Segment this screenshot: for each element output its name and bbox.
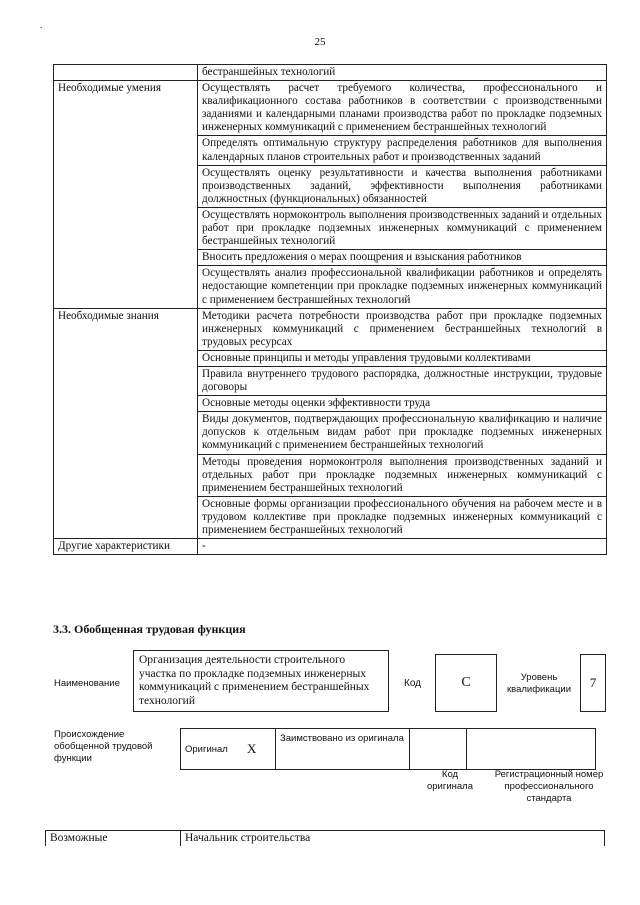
- page-number: 25: [314, 36, 326, 48]
- section-title: 3.3. Обобщенная трудовая функция: [53, 622, 246, 636]
- code-label: Код: [404, 678, 422, 689]
- original-label: Оригинал: [181, 729, 244, 770]
- reg-number-label: Регистрационный номер профессионального стандарта: [494, 769, 604, 804]
- reg-number-cell: [467, 729, 596, 770]
- qualification-level-box: 7: [580, 654, 606, 712]
- positions-value: Начальник строительства: [181, 831, 605, 847]
- row-text: Осуществлять анализ профессиональной квалификации работников и определять недостающие компетенции при прокладке подземных инженерных коммуникаций с применением бестраншейных технологий: [198, 266, 607, 308]
- origin-table: [180, 728, 596, 770]
- row-text: Осуществлять нормоконтроль выполнения производственных заданий и отдельных работ при прокладке подземных инженерных коммуникаций с применением бестраншейных технологий: [198, 207, 607, 249]
- borrowed-label: Заимствовано из оригинала: [276, 729, 410, 770]
- row-text: -: [198, 539, 607, 555]
- origin-label: Происхождение обобщенной трудовой функции: [54, 729, 153, 764]
- table-row: [54, 65, 607, 81]
- row-text: Методики расчета потребности производства работ при прокладке подземных инженерных коммуникаций с применением бестраншейных технологий в трудовых ресурсах: [198, 308, 607, 350]
- row-text: Правила внутреннего трудового распорядка, должностные инструкции, трудовые договоры: [198, 366, 607, 395]
- row-text: Основные методы оценки эффективности труда: [198, 396, 607, 412]
- row-text: Основные формы организации профессионального обучения на рабочем месте и в трудовом коллективе при прокладке подземных инженерных коммуникаций с применением бестраншейных технологий: [198, 496, 607, 538]
- row-label-knowledge: Необходимые знания: [54, 308, 198, 539]
- name-label: Наименование: [54, 678, 120, 689]
- name-value-box: Организация деятельности строительного участка по прокладке подземных инженерных коммуникаций с применением бестраншейных технологий: [133, 650, 389, 712]
- row-text: Осуществлять оценку результативности и качества выполнения работниками производственных заданий, эффективности выполнения работниками должностных (функциональных) обязанностей: [198, 165, 607, 207]
- code-original-cell: [410, 729, 467, 770]
- table-row: [54, 308, 607, 350]
- qualification-level-label: Уровень квалификации: [506, 672, 572, 695]
- row-text: Основные принципы и методы управления трудовыми коллективами: [198, 350, 607, 366]
- positions-table: [45, 830, 605, 846]
- table-row: [54, 539, 607, 555]
- original-mark: X: [243, 729, 276, 770]
- row-text: Осуществлять расчет требуемого количества, профессионального и квалификационного состава работников в соответствии с производственными заданиями и календарными планами производства работ по прокладке подземных инженерных коммуникаций с применением бестраншейных технологий: [198, 81, 607, 136]
- row-label-other: Другие характеристики: [54, 539, 198, 555]
- table-row: [54, 81, 607, 136]
- code-original-label: Код оригинала: [426, 769, 473, 792]
- corner-mark: .: [40, 20, 43, 30]
- skills-knowledge-table: [53, 64, 607, 555]
- row-label-skills: Необходимые умения: [54, 81, 198, 309]
- positions-label: Возможные: [46, 831, 181, 847]
- row-text: Методы проведения нормоконтроля выполнения производственных заданий и отдельных работ при прокладке подземных инженерных коммуникаций с применением бестраншейных технологий: [198, 454, 607, 496]
- row-text: Вносить предложения о мерах поощрения и взыскания работников: [198, 250, 607, 266]
- code-value-box: C: [435, 654, 497, 712]
- row-text: Определять оптимальную структуру распределения работников для выполнения календарных планов строительных работ и производственных заданий: [198, 136, 607, 165]
- row-label: [54, 65, 198, 81]
- row-text: бестраншейных технологий: [198, 65, 607, 81]
- row-text: Виды документов, подтверждающих профессиональную квалификацию и наличие допусков к отдельным видам работ при прокладке подземных инженерных коммуникаций с применением бестраншейных технологий: [198, 412, 607, 454]
